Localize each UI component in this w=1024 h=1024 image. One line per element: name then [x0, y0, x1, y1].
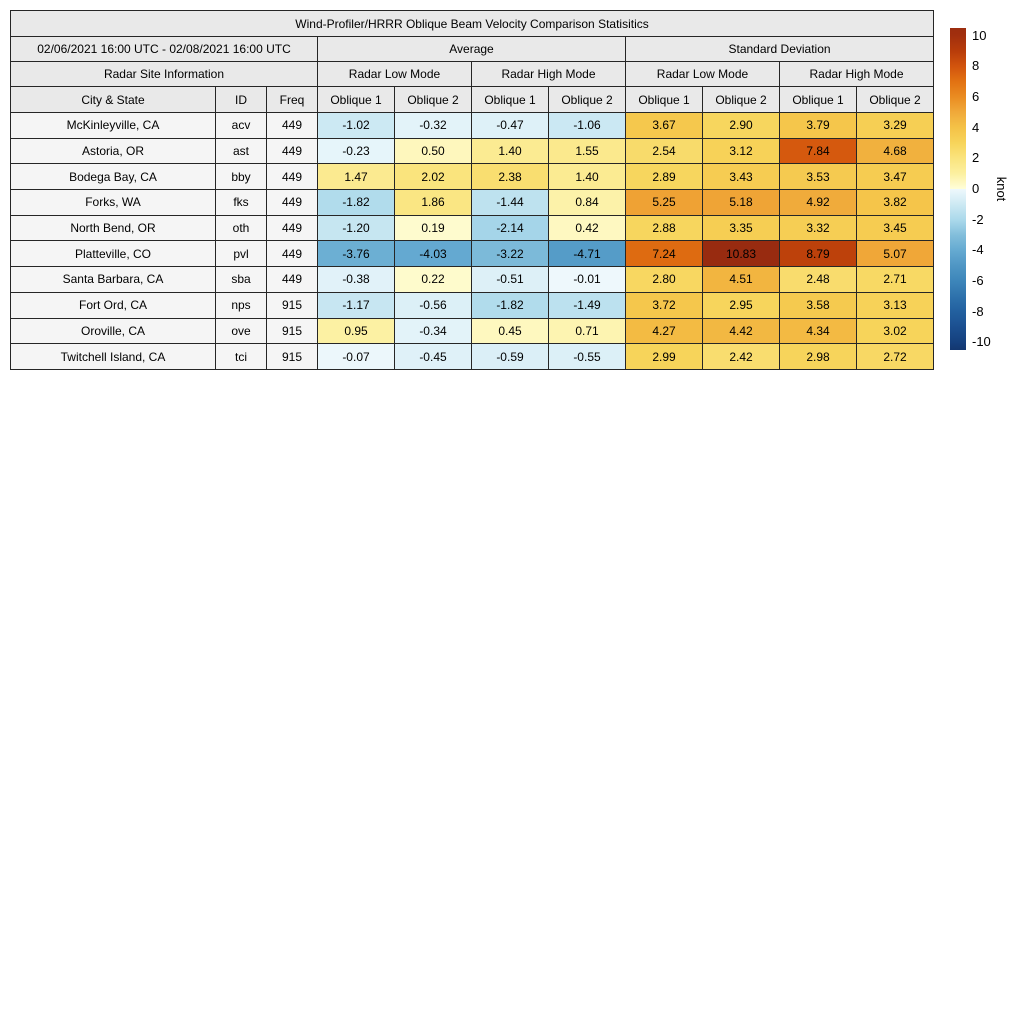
value-cell: 4.34: [780, 318, 857, 344]
colorbar-unit-label: knot: [994, 176, 1009, 202]
colorbar-tick-label: -4: [972, 242, 984, 258]
value-cell: -0.32: [395, 113, 472, 139]
col-header-oblique1-low-std: Oblique 1: [626, 87, 703, 113]
freq-cell: 449: [267, 164, 318, 190]
city-cell: Fort Ord, CA: [11, 292, 216, 318]
value-cell: 4.92: [780, 190, 857, 216]
value-cell: 10.83: [703, 241, 780, 267]
value-cell: -0.38: [318, 267, 395, 293]
value-cell: 3.45: [857, 215, 934, 241]
table-row: [11, 113, 934, 139]
colorbar-tick-label: 2: [972, 150, 980, 166]
value-cell: -4.71: [549, 241, 626, 267]
value-cell: -0.23: [318, 138, 395, 164]
mode-header-high-avg: Radar High Mode: [472, 62, 626, 87]
id-cell: pvl: [216, 241, 267, 267]
colorbar-tick-label: -10: [972, 334, 991, 350]
value-cell: 2.54: [626, 138, 703, 164]
value-cell: 0.22: [395, 267, 472, 293]
group-header-row: [11, 37, 934, 62]
period-label: 02/06/2021 16:00 UTC - 02/08/2021 16:00 UTC: [11, 37, 318, 62]
value-cell: 0.50: [395, 138, 472, 164]
colorbar-tick-label: 8: [972, 58, 980, 74]
group-header-average: Average: [318, 37, 626, 62]
value-cell: 8.79: [780, 241, 857, 267]
value-cell: 2.99: [626, 344, 703, 370]
value-cell: -1.20: [318, 215, 395, 241]
value-cell: 3.79: [780, 113, 857, 139]
col-header-oblique2-high-avg: Oblique 2: [549, 87, 626, 113]
colorbar-tick-label: -2: [972, 211, 984, 227]
value-cell: 5.07: [857, 241, 934, 267]
group-header-std-deviation: Standard Deviation: [626, 37, 934, 62]
id-cell: tci: [216, 344, 267, 370]
value-cell: 2.98: [780, 344, 857, 370]
table-row: [11, 292, 934, 318]
title-row: [11, 11, 934, 37]
freq-cell: 915: [267, 344, 318, 370]
col-header-oblique2-high-std: Oblique 2: [857, 87, 934, 113]
col-header-oblique1-high-std: Oblique 1: [780, 87, 857, 113]
id-cell: oth: [216, 215, 267, 241]
value-cell: 2.02: [395, 164, 472, 190]
table-row: [11, 164, 934, 190]
table-row: [11, 344, 934, 370]
colorbar-tick-label: -6: [972, 273, 984, 288]
value-cell: 1.86: [395, 190, 472, 216]
city-cell: Platteville, CO: [11, 241, 216, 267]
value-cell: -1.02: [318, 113, 395, 139]
value-cell: 4.51: [703, 267, 780, 293]
table-row: [11, 241, 934, 267]
table-row: [11, 215, 934, 241]
colorbar-tick-label: 0: [972, 181, 980, 196]
value-cell: -0.34: [395, 318, 472, 344]
colorbar: [950, 28, 1024, 350]
value-cell: 3.43: [703, 164, 780, 190]
value-cell: 3.13: [857, 292, 934, 318]
col-header-oblique2-low-std: Oblique 2: [703, 87, 780, 113]
value-cell: 3.67: [626, 113, 703, 139]
value-cell: 5.25: [626, 190, 703, 216]
id-cell: ast: [216, 138, 267, 164]
value-cell: -0.07: [318, 344, 395, 370]
value-cell: 2.71: [857, 267, 934, 293]
colorbar-tick-label: 4: [972, 119, 980, 135]
col-header-oblique2-low-avg: Oblique 2: [395, 87, 472, 113]
value-cell: 0.19: [395, 215, 472, 241]
value-cell: 3.02: [857, 318, 934, 344]
value-cell: 2.42: [703, 344, 780, 370]
freq-cell: 449: [267, 241, 318, 267]
id-cell: bby: [216, 164, 267, 190]
value-cell: -0.51: [472, 267, 549, 293]
value-cell: 0.84: [549, 190, 626, 216]
value-cell: -1.06: [549, 113, 626, 139]
colorbar-tick-label: 6: [972, 89, 980, 104]
table-body: [11, 113, 934, 370]
value-cell: 4.27: [626, 318, 703, 344]
value-cell: 1.40: [549, 164, 626, 190]
table-row: [11, 190, 934, 216]
value-cell: -0.01: [549, 267, 626, 293]
freq-cell: 449: [267, 190, 318, 216]
value-cell: 5.18: [703, 190, 780, 216]
value-cell: -0.45: [395, 344, 472, 370]
value-cell: -0.47: [472, 113, 549, 139]
city-cell: North Bend, OR: [11, 215, 216, 241]
value-cell: 3.29: [857, 113, 934, 139]
col-header-freq: Freq: [267, 87, 318, 113]
freq-cell: 449: [267, 215, 318, 241]
table-row: [11, 318, 934, 344]
id-cell: acv: [216, 113, 267, 139]
table-row: [11, 138, 934, 164]
colorbar-tick-label: -8: [972, 303, 984, 319]
id-cell: fks: [216, 190, 267, 216]
city-cell: Astoria, OR: [11, 138, 216, 164]
column-header-row: [11, 87, 934, 113]
value-cell: 3.53: [780, 164, 857, 190]
value-cell: 3.72: [626, 292, 703, 318]
value-cell: 2.72: [857, 344, 934, 370]
id-cell: ove: [216, 318, 267, 344]
id-cell: nps: [216, 292, 267, 318]
freq-cell: 449: [267, 113, 318, 139]
value-cell: 7.84: [780, 138, 857, 164]
city-cell: Oroville, CA: [11, 318, 216, 344]
value-cell: -1.82: [318, 190, 395, 216]
freq-cell: 449: [267, 267, 318, 293]
value-cell: 4.42: [703, 318, 780, 344]
site-info-label: Radar Site Information: [11, 62, 318, 87]
city-cell: Bodega Bay, CA: [11, 164, 216, 190]
city-cell: Forks, WA: [11, 190, 216, 216]
value-cell: -4.03: [395, 241, 472, 267]
mode-header-row: [11, 62, 934, 87]
col-header-city-state: City & State: [11, 87, 216, 113]
value-cell: 7.24: [626, 241, 703, 267]
value-cell: 1.40: [472, 138, 549, 164]
value-cell: 3.35: [703, 215, 780, 241]
value-cell: 0.71: [549, 318, 626, 344]
value-cell: 3.47: [857, 164, 934, 190]
value-cell: -1.17: [318, 292, 395, 318]
value-cell: 2.48: [780, 267, 857, 293]
id-cell: sba: [216, 267, 267, 293]
value-cell: 3.82: [857, 190, 934, 216]
freq-cell: 449: [267, 138, 318, 164]
value-cell: 4.68: [857, 138, 934, 164]
col-header-oblique1-low-avg: Oblique 1: [318, 87, 395, 113]
stats-table: [10, 10, 934, 370]
colorbar-gradient: [950, 28, 966, 350]
value-cell: 2.80: [626, 267, 703, 293]
value-cell: 0.42: [549, 215, 626, 241]
value-cell: -1.82: [472, 292, 549, 318]
value-cell: 2.90: [703, 113, 780, 139]
value-cell: -1.44: [472, 190, 549, 216]
value-cell: -3.22: [472, 241, 549, 267]
city-cell: Twitchell Island, CA: [11, 344, 216, 370]
value-cell: 1.55: [549, 138, 626, 164]
value-cell: 0.95: [318, 318, 395, 344]
value-cell: -0.56: [395, 292, 472, 318]
value-cell: 0.45: [472, 318, 549, 344]
value-cell: -1.49: [549, 292, 626, 318]
value-cell: 2.88: [626, 215, 703, 241]
city-cell: Santa Barbara, CA: [11, 267, 216, 293]
mode-header-low-std: Radar Low Mode: [626, 62, 780, 87]
value-cell: 2.95: [703, 292, 780, 318]
col-header-oblique1-high-avg: Oblique 1: [472, 87, 549, 113]
value-cell: -2.14: [472, 215, 549, 241]
value-cell: 3.32: [780, 215, 857, 241]
value-cell: 1.47: [318, 164, 395, 190]
mode-header-high-std: Radar High Mode: [780, 62, 934, 87]
value-cell: 3.12: [703, 138, 780, 164]
freq-cell: 915: [267, 292, 318, 318]
colorbar-tick-label: 10: [972, 27, 987, 43]
table-row: [11, 267, 934, 293]
mode-header-low-avg: Radar Low Mode: [318, 62, 472, 87]
value-cell: 2.38: [472, 164, 549, 190]
value-cell: 2.89: [626, 164, 703, 190]
freq-cell: 915: [267, 318, 318, 344]
city-cell: McKinleyville, CA: [11, 113, 216, 139]
page-title: Wind-Profiler/HRRR Oblique Beam Velocity Comparison Statisitics: [11, 11, 934, 37]
value-cell: 3.58: [780, 292, 857, 318]
value-cell: -0.59: [472, 344, 549, 370]
col-header-id: ID: [216, 87, 267, 113]
value-cell: -0.55: [549, 344, 626, 370]
value-cell: -3.76: [318, 241, 395, 267]
